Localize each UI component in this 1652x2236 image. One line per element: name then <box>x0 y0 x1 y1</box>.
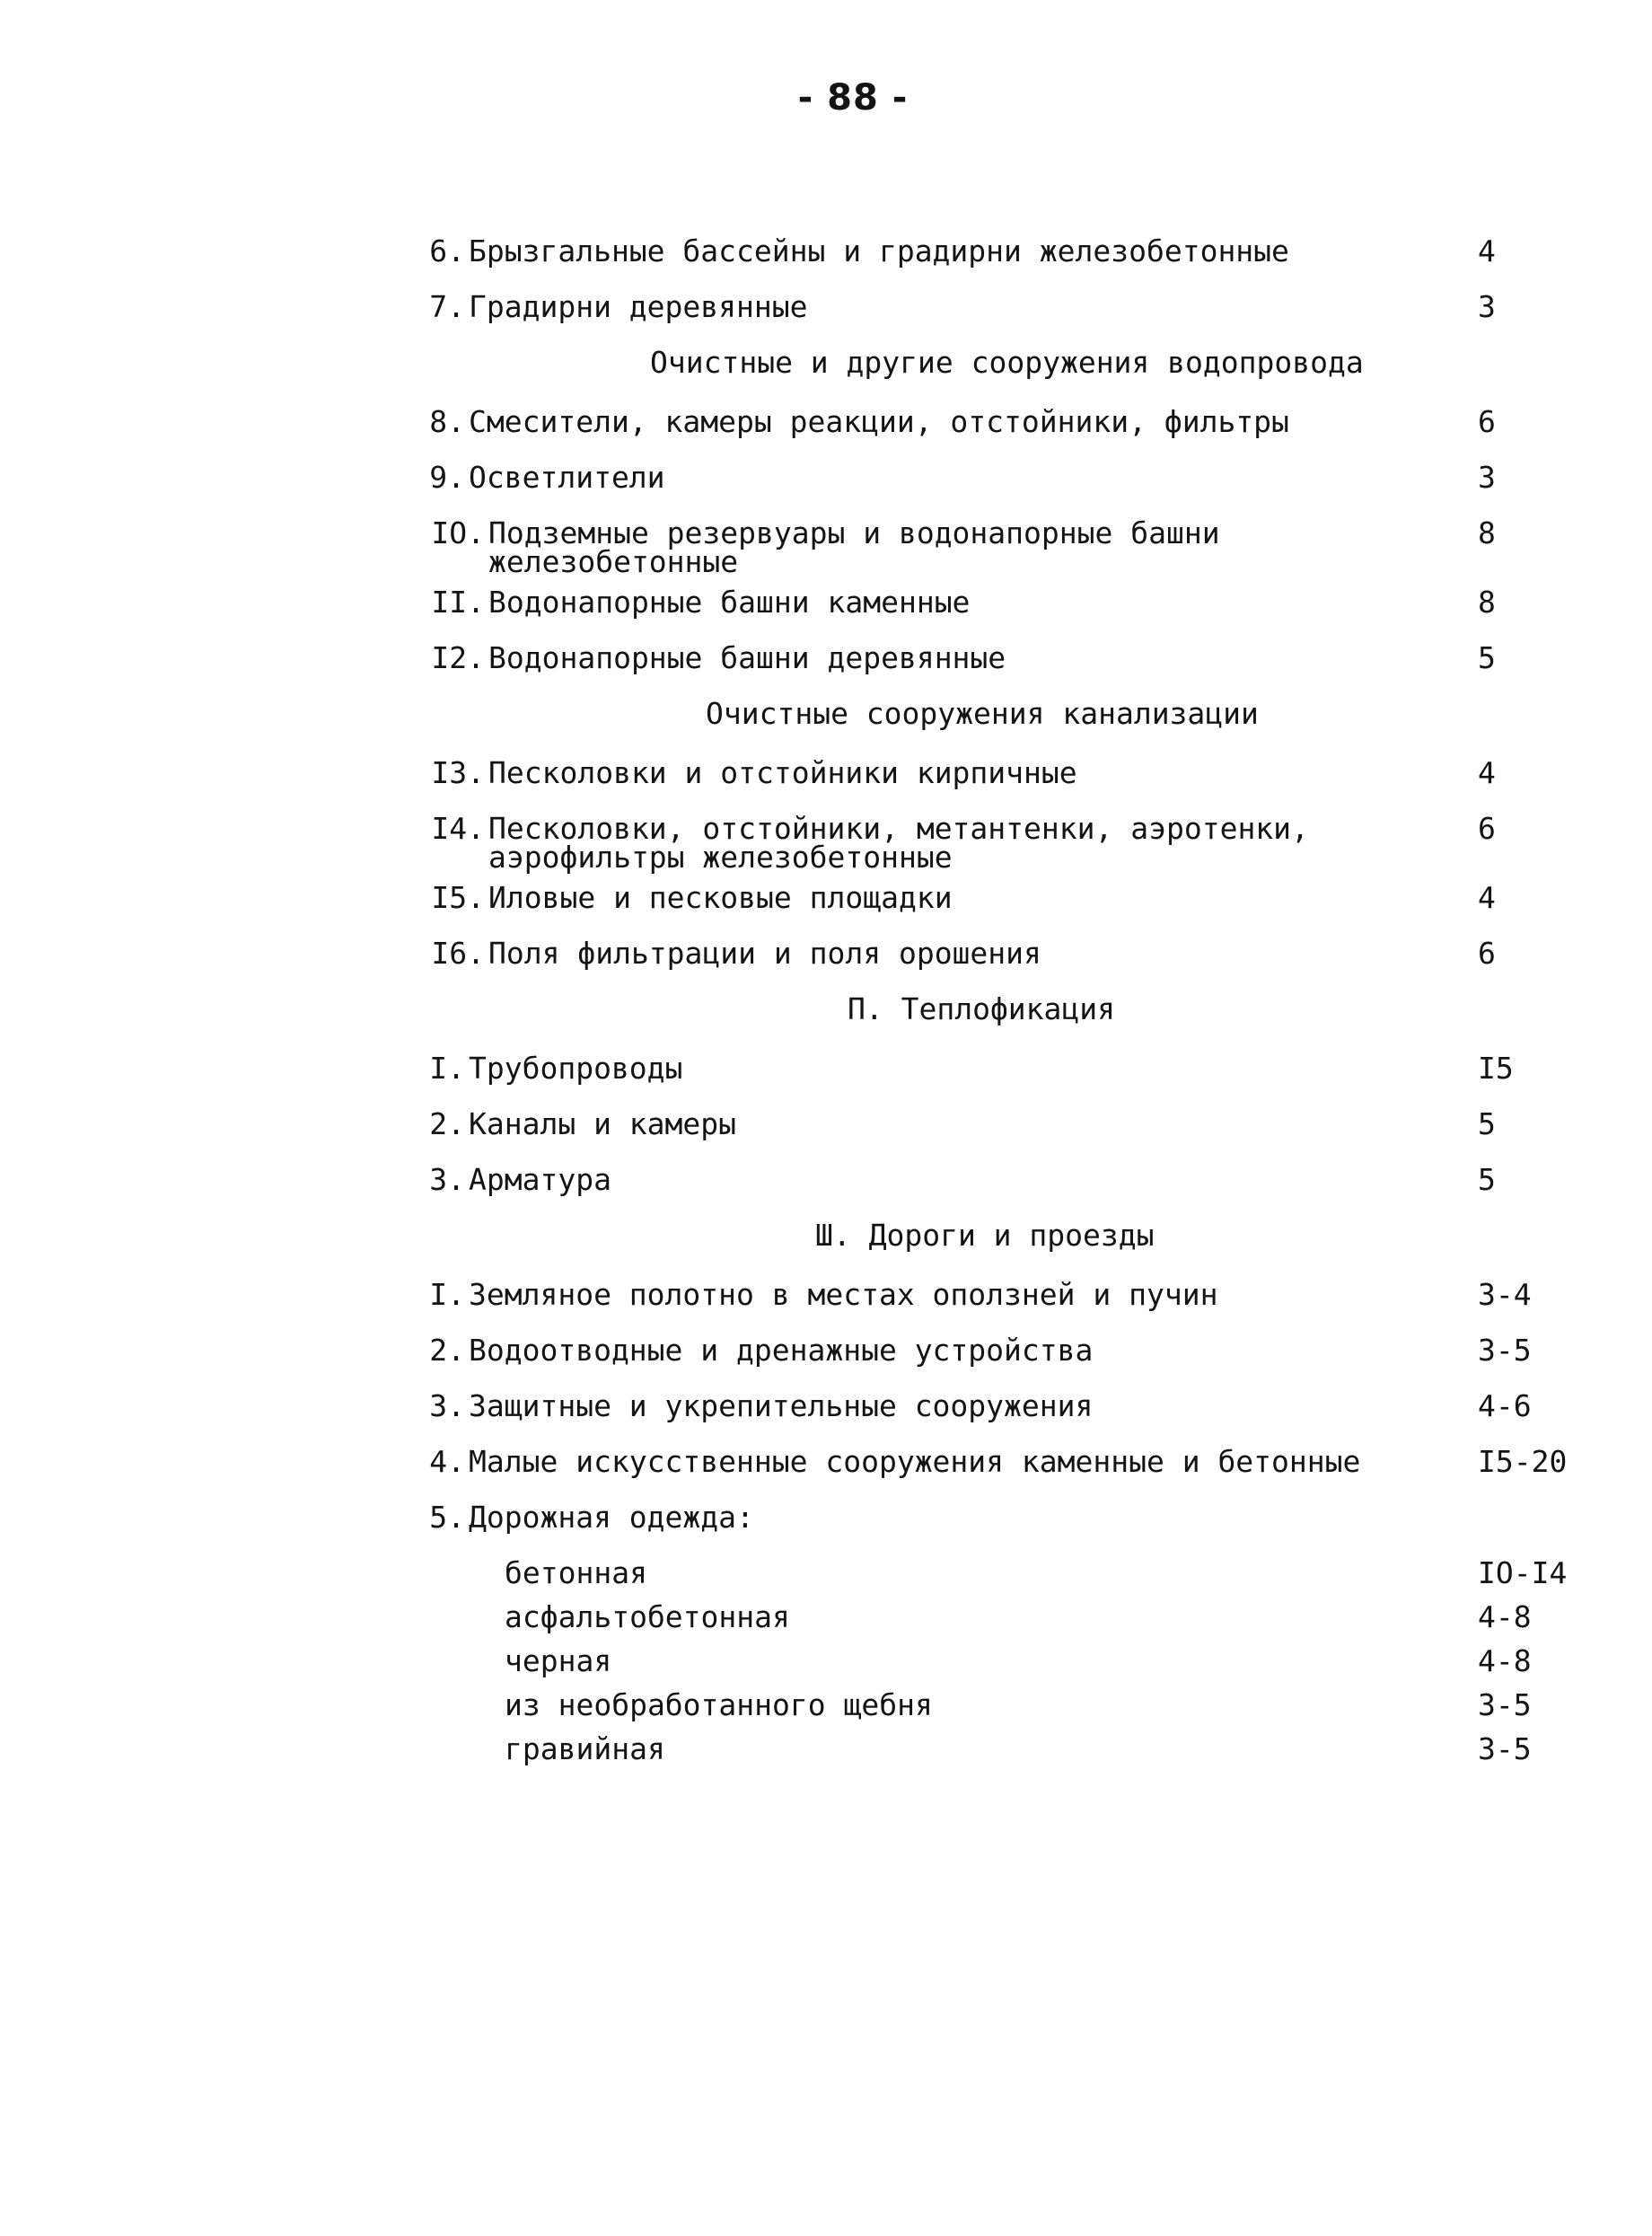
item-title: Арматура <box>469 1162 611 1197</box>
list-item <box>409 1390 1586 1434</box>
item-number: I. <box>429 1051 465 1086</box>
item-title-block <box>488 515 1220 579</box>
item-title: Песколовки и отстойники кирпичные <box>488 755 1077 790</box>
item-value: 8 <box>1478 585 1496 620</box>
item-title-continuation: аэрофильтры железобетонные <box>488 840 953 875</box>
item-value: I5-20 <box>1478 1444 1568 1479</box>
item-value: 4 <box>1478 755 1496 790</box>
item-number: 3. <box>429 1388 465 1423</box>
item-number: 8. <box>429 404 465 439</box>
section-heading: П. Теплофикация <box>848 991 1116 1026</box>
item-number: 4. <box>429 1444 465 1479</box>
list-item <box>409 462 1586 506</box>
item-value: 3 <box>1478 460 1496 495</box>
list-item <box>409 642 1586 686</box>
item-title: Песколовки, отстойники, метантенки, аэротенки, <box>488 811 1309 846</box>
sub-item-value: 3-5 <box>1478 1731 1532 1766</box>
sub-item-value: 4-8 <box>1478 1599 1532 1634</box>
section-heading: Ш. Дороги и проезды <box>815 1218 1155 1253</box>
sub-list-item <box>409 1557 1586 1589</box>
list-item <box>409 515 1586 579</box>
item-title: Иловые и песковые площадки <box>488 880 953 915</box>
list-item <box>409 1501 1586 1545</box>
list-item <box>409 406 1586 450</box>
item-value: 5 <box>1478 1162 1496 1197</box>
sub-item-title: из необработанного щебня <box>505 1687 933 1722</box>
sub-item-title: гравийная <box>505 1731 665 1766</box>
item-value: 4-6 <box>1478 1388 1532 1423</box>
item-title: Смесители, камеры реакции, отстойники, фильтры <box>469 404 1289 439</box>
list-item <box>409 1334 1586 1378</box>
item-number: I2. <box>431 640 485 675</box>
item-number: I3. <box>431 755 485 790</box>
list-item <box>409 1279 1586 1323</box>
sub-item-title: асфальтобетонная <box>505 1599 790 1634</box>
item-title: Защитные и укрепительные сооружения <box>469 1388 1094 1423</box>
item-number: II. <box>431 585 485 620</box>
item-value: 3-4 <box>1478 1277 1532 1312</box>
sub-list-item <box>409 1733 1586 1765</box>
item-number: IO. <box>431 515 485 550</box>
item-value: 3 <box>1478 289 1496 324</box>
item-number: 6. <box>429 233 465 268</box>
item-title: Поля фильтрации и поля орошения <box>488 936 1041 971</box>
list-item <box>409 235 1586 279</box>
sub-item-title: черная <box>505 1643 612 1678</box>
item-value: 4 <box>1478 233 1496 268</box>
item-title-block <box>488 811 1309 875</box>
sub-item-value: IO-I4 <box>1478 1555 1568 1590</box>
item-title: Брызгальные бассейны и градирни железобетонные <box>469 233 1289 268</box>
item-number: 9. <box>429 460 465 495</box>
page-number: - 88 - <box>797 77 909 119</box>
item-title: Градирни деревянные <box>469 289 808 324</box>
item-title: Земляное полотно в местах оползней и пучин <box>469 1277 1218 1312</box>
list-item <box>409 882 1586 926</box>
item-title: Трубопроводы <box>469 1051 683 1086</box>
item-number: 2. <box>429 1106 465 1141</box>
list-item <box>409 811 1586 875</box>
item-number: 3. <box>429 1162 465 1197</box>
item-value: 6 <box>1478 404 1496 439</box>
item-title: Подземные резервуары и водонапорные башни <box>488 515 1220 550</box>
item-number: I. <box>429 1277 465 1312</box>
item-value: 4 <box>1478 880 1496 915</box>
item-title: Водоотводные и дренажные устройства <box>469 1333 1094 1368</box>
list-item <box>409 1446 1586 1490</box>
list-item <box>409 586 1586 630</box>
item-title: Водонапорные башни деревянные <box>488 640 1006 675</box>
item-value: 6 <box>1478 936 1496 971</box>
item-number: 5. <box>429 1500 465 1535</box>
sub-item-title: бетонная <box>505 1555 647 1590</box>
sub-list-item <box>409 1645 1586 1677</box>
section-heading: Очистные и другие сооружения водопровода <box>650 345 1364 380</box>
item-value: 6 <box>1478 811 1496 846</box>
sub-item-value: 3-5 <box>1478 1687 1532 1722</box>
document-body <box>409 235 1586 1777</box>
sub-list-item <box>409 1601 1586 1633</box>
list-item <box>409 1164 1586 1208</box>
item-title: Осветлители <box>469 460 665 495</box>
section-heading: Очистные сооружения канализации <box>706 696 1259 731</box>
item-value: 5 <box>1478 1106 1496 1141</box>
item-number: I6. <box>431 936 485 971</box>
item-number: I4. <box>431 811 485 846</box>
list-item <box>409 757 1586 801</box>
item-value: I5 <box>1478 1051 1514 1086</box>
item-title: Каналы и камеры <box>469 1106 737 1141</box>
item-title: Дорожная одежда: <box>469 1500 754 1535</box>
sub-list-item <box>409 1689 1586 1721</box>
sub-item-value: 4-8 <box>1478 1643 1532 1678</box>
list-item <box>409 1052 1586 1096</box>
list-item <box>409 938 1586 982</box>
item-title: Водонапорные башни каменные <box>488 585 971 620</box>
list-item <box>409 291 1586 335</box>
item-value: 8 <box>1478 515 1496 550</box>
item-value: 5 <box>1478 640 1496 675</box>
item-number: I5. <box>431 880 485 915</box>
list-item <box>409 1108 1586 1152</box>
item-value: 3-5 <box>1478 1333 1532 1368</box>
item-number: 2. <box>429 1333 465 1368</box>
item-title-continuation: железобетонные <box>488 544 739 579</box>
item-title: Малые искусственные сооружения каменные и бетонные <box>469 1444 1361 1479</box>
item-number: 7. <box>429 289 465 324</box>
